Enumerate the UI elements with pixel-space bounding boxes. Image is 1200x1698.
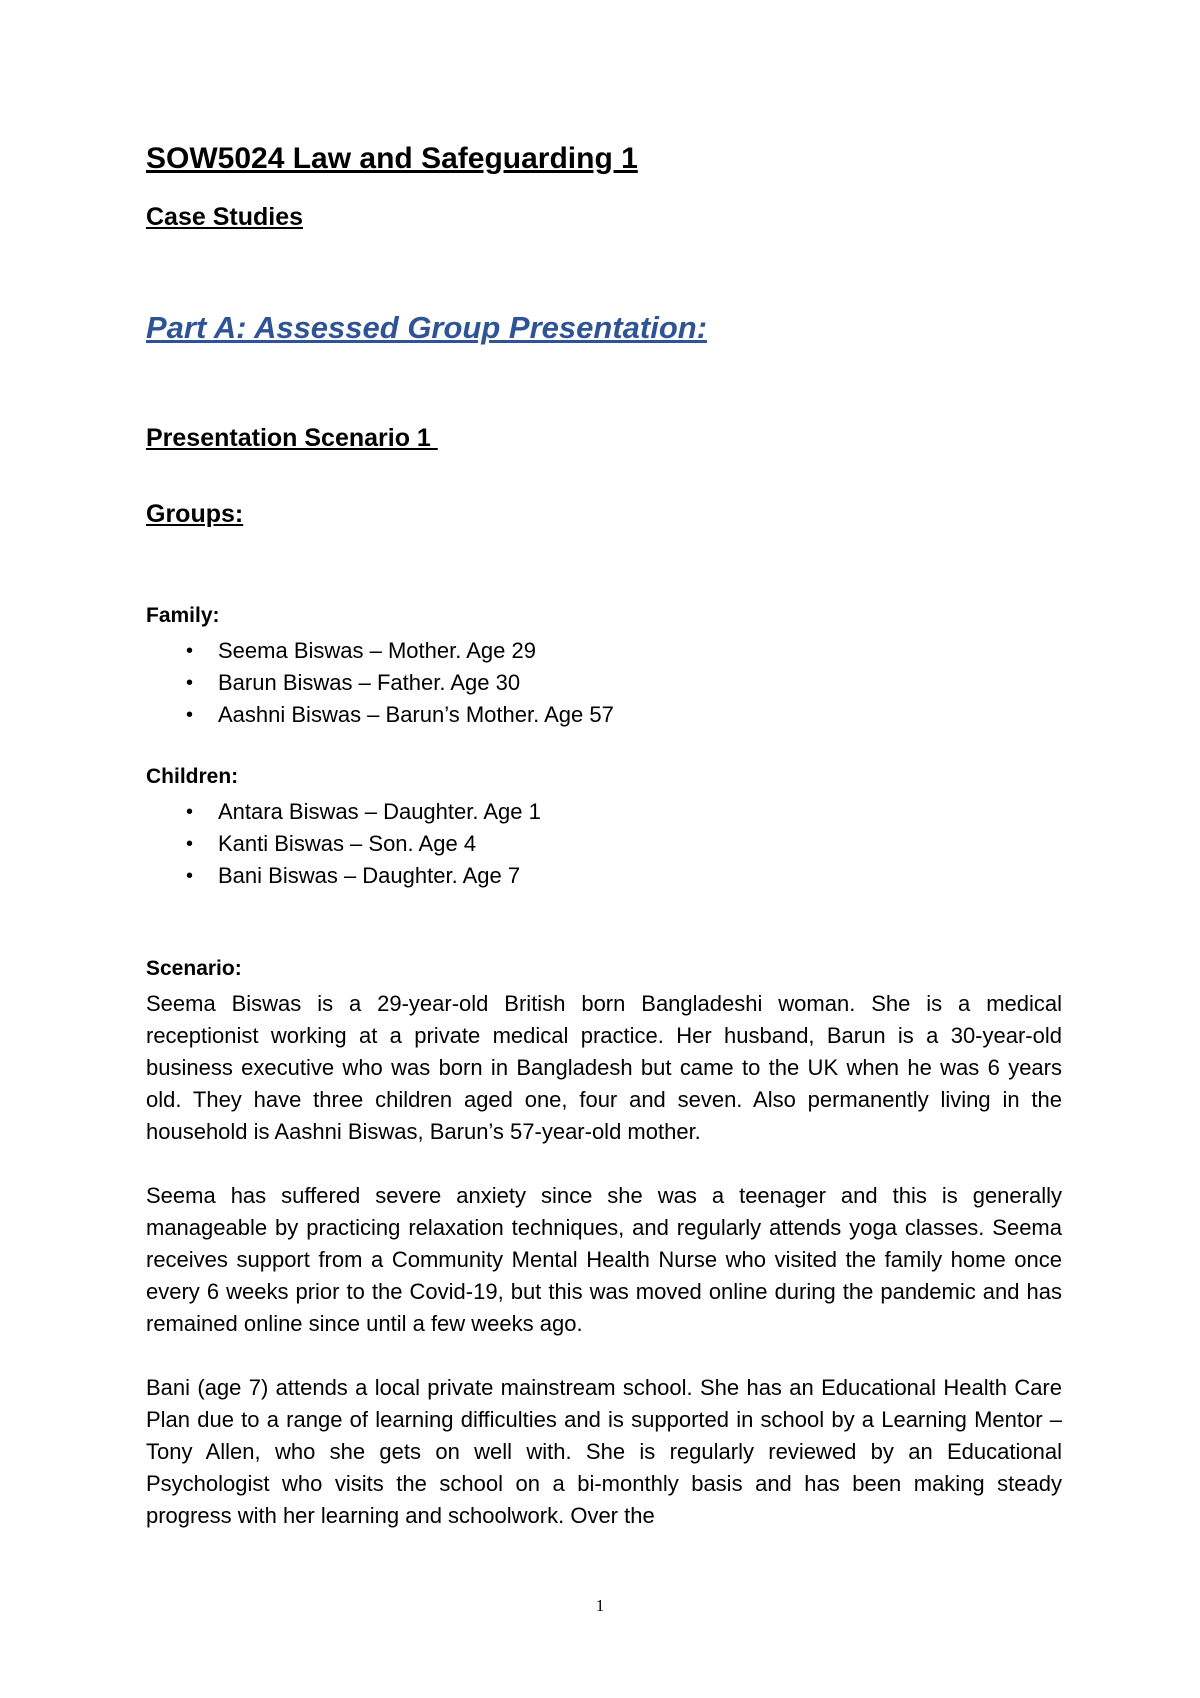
bullet-icon: • (186, 801, 194, 823)
list-item: • Bani Biswas – Daughter. Age 7 (146, 860, 541, 892)
children-label: Children: (146, 765, 239, 788)
bullet-icon: • (186, 865, 194, 887)
scenario-paragraph-2: Seema has suffered severe anxiety since she was a teenager and this is generally manageable by practicing relaxation techniques, and regularly attends yoga classes. Seema receives support from a Community Mental Health Nurse who visited the family home once every 6 weeks prior to the Covid-19, but this was moved online during the pandemic and has remained online since until a few weeks ago. (146, 1183, 1062, 1336)
list-item: • Kanti Biswas – Son. Age 4 (146, 828, 541, 860)
scenario-heading: Presentation Scenario 1 (146, 424, 438, 452)
family-list (146, 635, 614, 731)
family-label: Family: (146, 604, 220, 627)
bullet-icon: • (186, 640, 194, 662)
list-item: • Antara Biswas – Daughter. Age 1 (146, 796, 541, 828)
part-a-heading: Part A: Assessed Group Presentation: (146, 310, 708, 345)
document-title: SOW5024 Law and Safeguarding 1 (146, 142, 638, 175)
bullet-icon: • (186, 704, 194, 726)
groups-heading: Groups: (146, 500, 244, 528)
bullet-icon: • (186, 833, 194, 855)
scenario-paragraph-1: Seema Biswas is a 29-year-old British born Bangladeshi woman. She is a medical receptionist working at a private medical practice. Her husband, Barun is a 30-year-old business executive who was born in Bangladesh but came to the UK when he was 6 years old. They have three children aged one, four and seven. Also permanently living in the household is Aashni Biswas, Barun’s 57-year-old mother. (146, 991, 1062, 1144)
list-item: • Seema Biswas – Mother. Age 29 (146, 635, 614, 667)
list-item: • Aashni Biswas – Barun’s Mother. Age 57 (146, 699, 614, 731)
children-list (146, 796, 541, 892)
page-number: 1 (595, 1596, 605, 1615)
scenario-label: Scenario: (146, 957, 242, 980)
bullet-icon: • (186, 672, 194, 694)
scenario-paragraph-3: Bani (age 7) attends a local private mainstream school. She has an Educational Health Care Plan due to a range of learning difficulties and is supported in school by a Learning Mentor – Tony Allen, who she gets on well with. She is regularly reviewed by an Educational Psychologist who visits the school on a bi-monthly basis and has been making steady progress with her learning and schoolwork. Over the (146, 1375, 1062, 1528)
list-item: • Barun Biswas – Father. Age 30 (146, 667, 614, 699)
document-subtitle: Case Studies (146, 203, 304, 231)
